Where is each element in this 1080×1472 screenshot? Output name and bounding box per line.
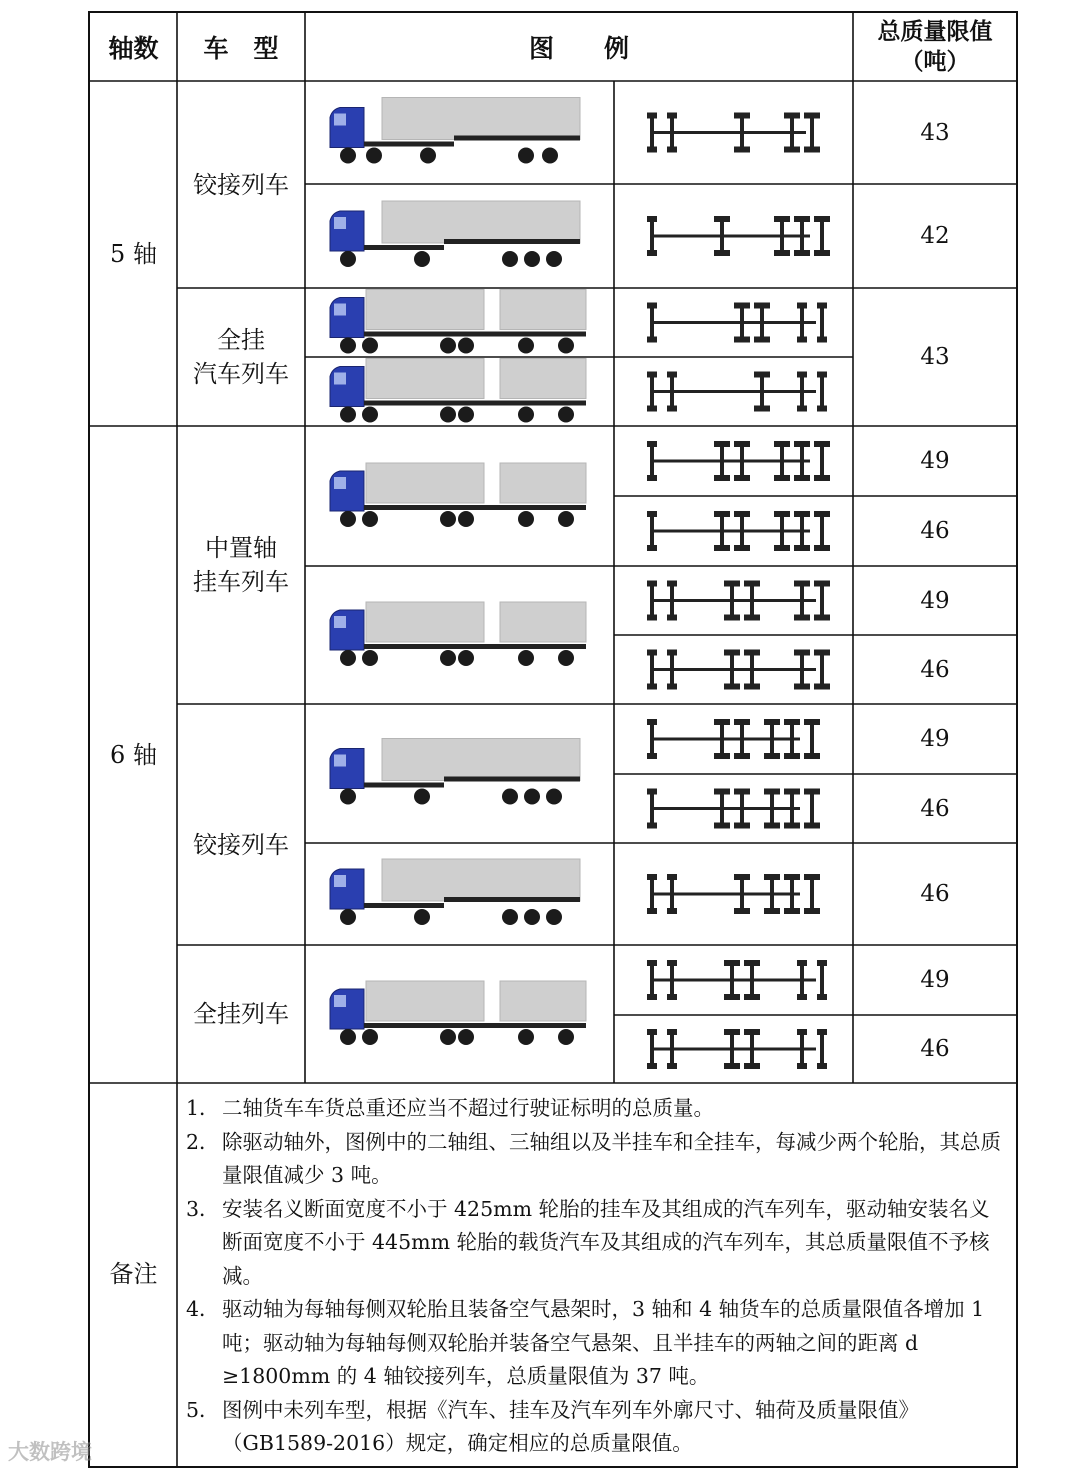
truck-illustration [330, 201, 580, 267]
group-5-axle: 5 轴 [110, 239, 157, 268]
truck-illustration [330, 98, 580, 164]
remark-item: 4． 驱动轴为每轴每侧双轮胎且装备空气悬架时，3 轴和 4 轴货车的总质量限值各增加 1 吨；驱动轴为每轴每侧双轮胎并装备空气悬架、且半挂车的两轴之间的距离 d ≥1800mm 的 4 轴铰接列车，总质量限值为 37 吨。 [186, 1297, 985, 1388]
limit-value: 46 [920, 1036, 950, 1062]
axle-diagram [647, 511, 830, 551]
truck-illustration [330, 602, 586, 666]
limit-value: 43 [920, 119, 950, 146]
axle-diagram [647, 789, 820, 829]
type-5-full-line2: 汽车列车 [193, 360, 289, 388]
axle-diagram [647, 650, 830, 690]
type-6-center-line1: 中置轴 [205, 534, 277, 562]
limit-value: 49 [920, 726, 950, 752]
remark-item: 1． 二轴货车车货总重还应当不超过行驶证标明的总质量。 [186, 1096, 714, 1120]
header-legend: 图 例 [528, 33, 629, 63]
header-limit-line2: （吨） [900, 48, 970, 75]
truck-illustration [330, 739, 580, 805]
header-axles: 轴数 [108, 33, 159, 63]
axle-diagram [647, 1029, 827, 1069]
limit-value: 49 [920, 967, 950, 993]
axle-diagram [647, 441, 830, 481]
remarks-list [186, 1092, 1006, 1461]
limit-value: 49 [920, 587, 950, 614]
type-6-full-trailer: 全挂列车 [193, 1000, 289, 1028]
truck-illustration [330, 290, 586, 354]
header-type: 车 型 [203, 33, 279, 63]
axle-diagram [647, 372, 827, 412]
remark-item: 2． 除驱动轴外，图例中的二轴组、三轴组以及半挂车和全挂车，每减少两个轮胎，其总质量限值减少 3 吨。 [186, 1129, 1001, 1187]
axle-diagram [647, 216, 830, 256]
truck-illustration [330, 359, 586, 423]
type-6-center-line2: 挂车列车 [193, 568, 289, 596]
limit-value: 42 [920, 223, 950, 249]
remark-item: 3． 安装名义断面宽度不小于 425mm 轮胎的挂车及其组成的汽车列车，驱动轴安装名义断面宽度不小于 445mm 轮胎的载货汽车及其组成的汽车列车，其总质量限值不予核减。 [186, 1196, 990, 1288]
type-6-articulated: 铰接列车 [193, 830, 289, 859]
limit-value: 49 [920, 448, 950, 474]
limit-value: 43 [920, 344, 950, 370]
limit-value: 46 [920, 795, 950, 822]
type-6-center-axle [177, 426, 305, 704]
axle-diagram [647, 113, 820, 153]
watermark-logo: 大数跨境 [8, 1440, 92, 1464]
group-6-axle: 6 轴 [110, 740, 157, 769]
limit-value: 46 [920, 656, 950, 683]
type-5-full-trailer [177, 288, 305, 426]
limit-value: 46 [920, 518, 950, 544]
remark-item: 5． 图例中未列车型，根据《汽车、挂车及汽车列车外廓尺寸、轴荷及质量限值》（GB1589-2016）规定，确定相应的总质量限值。 [186, 1397, 919, 1455]
truck-illustration [330, 981, 586, 1045]
truck-illustration [330, 463, 586, 527]
type-5-full-line1: 全挂 [217, 326, 265, 354]
truck-illustration [330, 859, 580, 925]
axle-diagram [647, 960, 827, 1000]
group-remarks: 备注 [109, 1260, 158, 1288]
type-5-articulated: 铰接列车 [193, 170, 289, 199]
header-limit-line1: 总质量限值 [877, 18, 993, 45]
header-limit [853, 12, 1017, 81]
axle-diagram [647, 581, 830, 621]
axle-diagram [647, 303, 827, 343]
axle-diagram [647, 874, 820, 914]
axle-diagram [647, 719, 820, 759]
limit-value: 46 [920, 881, 950, 907]
